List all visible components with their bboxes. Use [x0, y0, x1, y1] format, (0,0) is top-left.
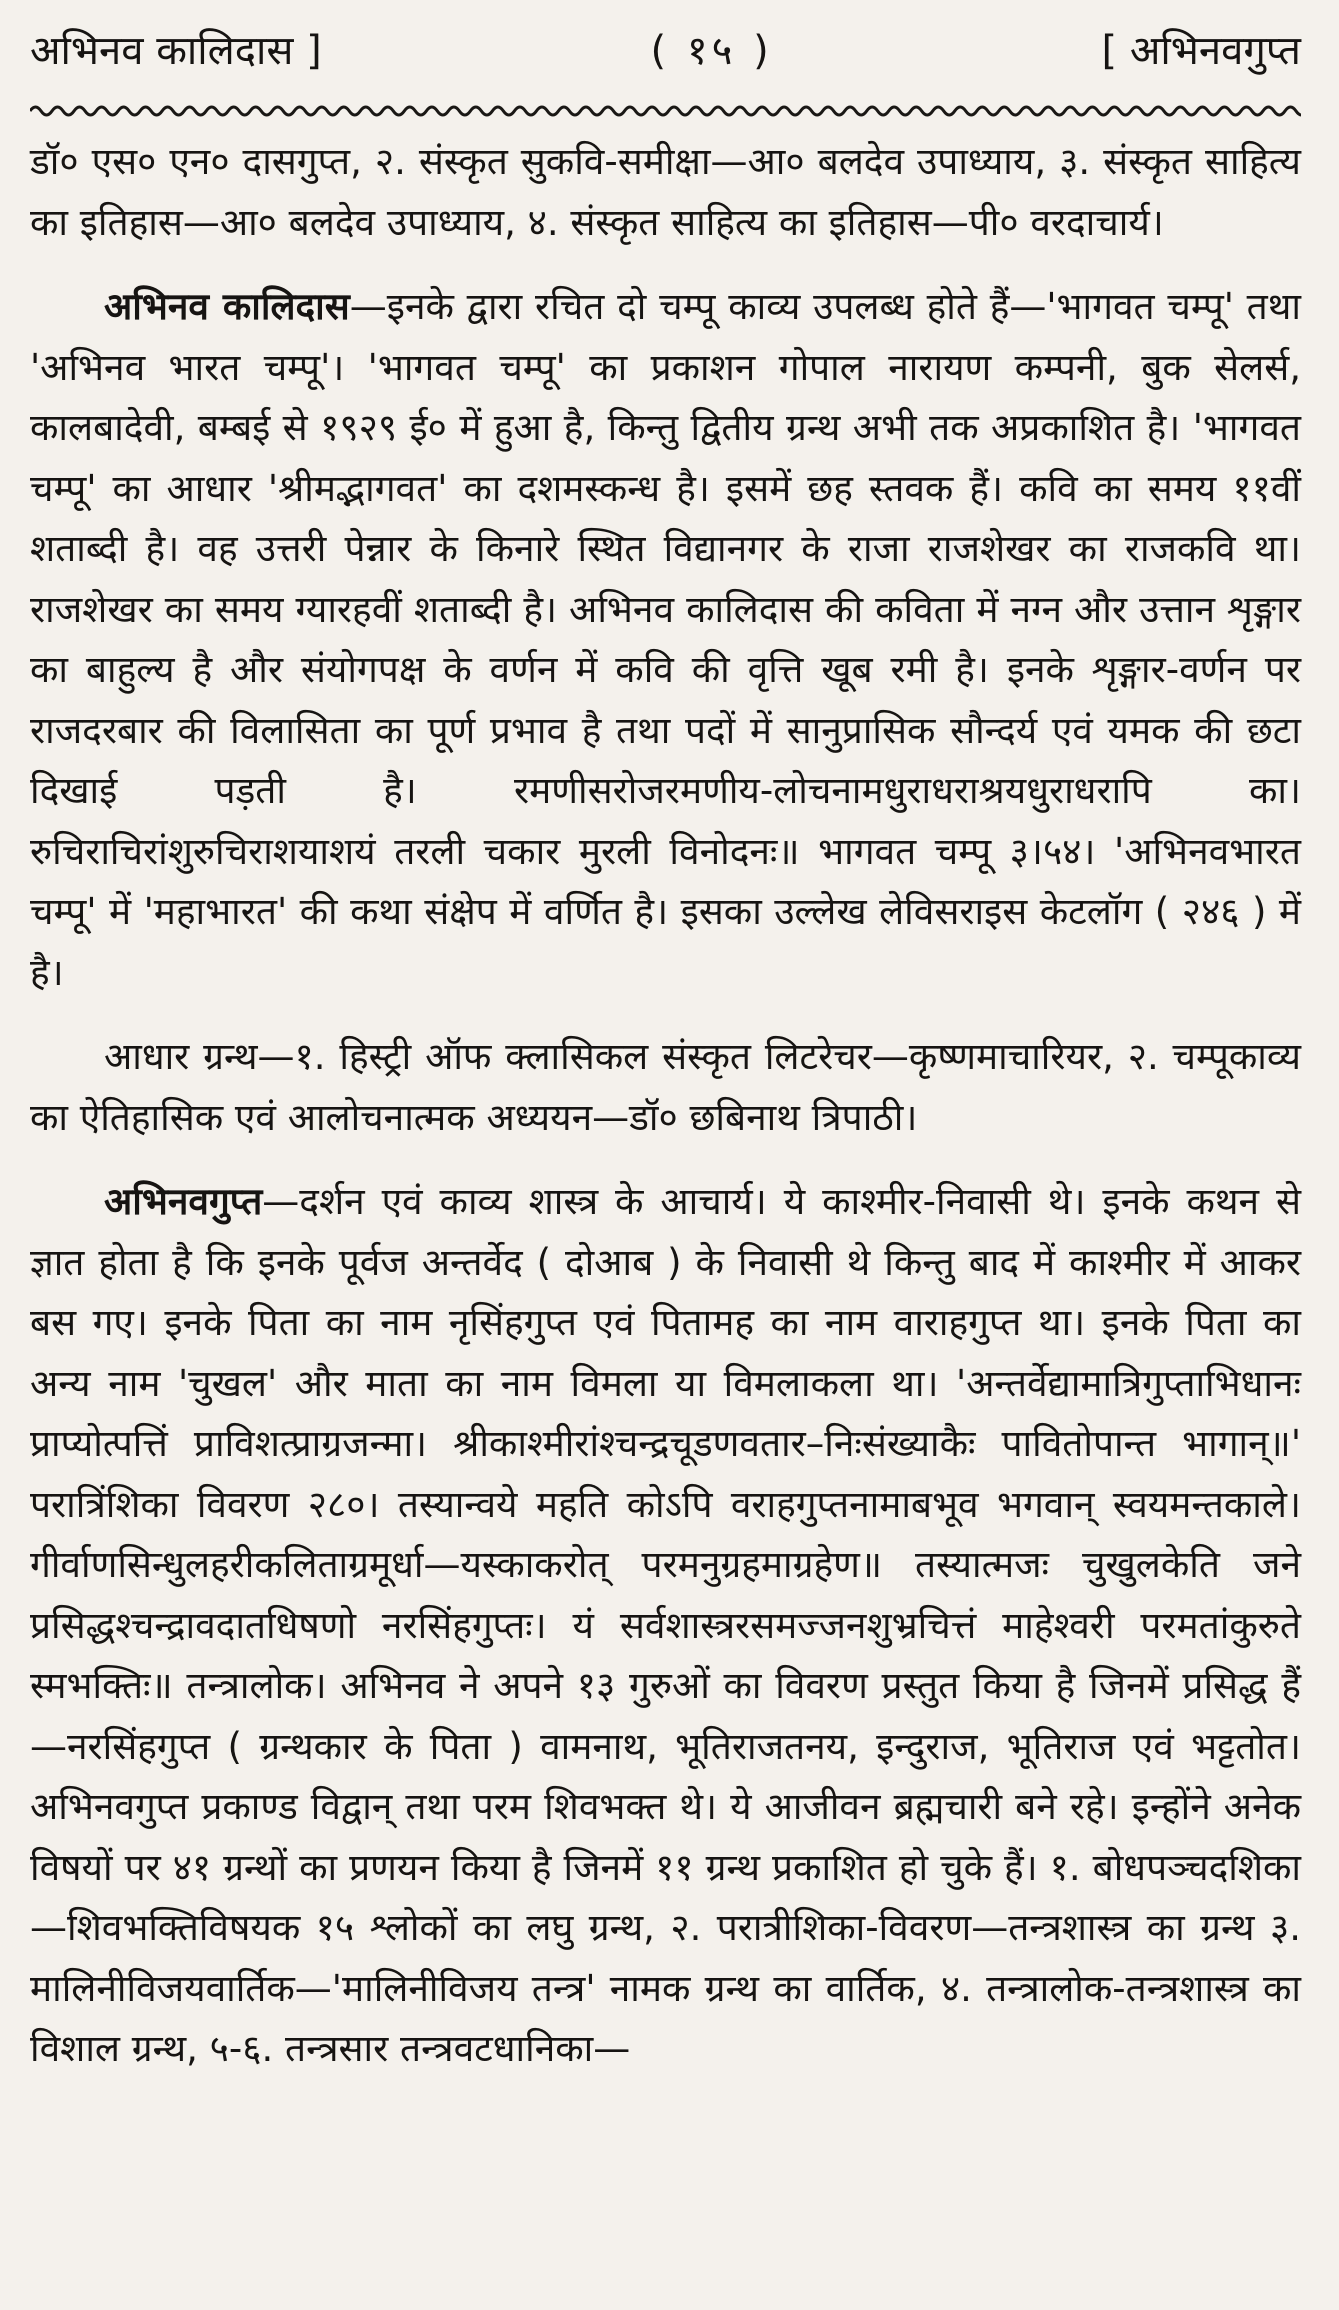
entry-title: अभिनव कालिदास [104, 285, 350, 328]
entry-text: —दर्शन एवं काव्य शास्त्र के आचार्य। ये काश्मीर-निवासी थे। इनके कथन से ज्ञात होता है कि इनके पूर्वज अन्तर्वेद ( दोआब ) के निवासी थे किन्तु बाद में काश्मीर में आकर बस गए। इनके पिता का नाम नृसिंहगुप्त एवं पितामह का नाम वाराहगुप्त था। इनके पिता का अन्य नाम 'चुखल' और माता का नाम विमला या विमलाकला था। 'अन्तर्वेद्यामात्रिगुप्ताभिधानः प्राप्योत्पत्तिं प्राविशत्प्राग्रजन्मा। श्रीकाश्मीरांश्चन्द्रचूडणवतार–निःसंख्याकैः पावितोपान्त भागान्॥' परात्रिंशिका विवरण २८०। तस्यान्वये महति कोऽपि वराहगुप्तनामाबभूव भगवान् स्वयमन्तकाले। गीर्वाणसिन्धुलहरीकलिताग्रमूर्धा—यस्काकरोत् परमनुग्रहमाग्रहेण॥ तस्यात्मजः चुखुलकेति जने प्रसिद्धश्चन्द्रावदातधिषणो नरसिंहगुप्तः। यं सर्वशास्त्ररसमज्जनशुभ्रचित्तं माहेश्वरी परमतांकुरुते स्मभक्तिः॥ तन्त्रालोक। अभिनव ने अपने १३ गुरुओं का विवरण प्रस्तुत किया है जिनमें प्रसिद्ध हैं—नरसिंहगुप्त ( ग्रन्थकार के पिता ) वामनाथ, भूतिराजतनय, इन्दुराज, भूतिराज एवं भट्टतोत। अभिनवगुप्त प्रकाण्ड विद्वान् तथा परम शिवभक्त थे। ये आजीवन ब्रह्मचारी बने रहे। इन्होंने अनेक विषयों पर ४१ ग्रन्थों का प्रणयन किया है जिनमें ११ ग्रन्थ प्रकाशित हो चुके हैं। १. बोधपञ्चदशिका—शिवभक्तिविषयक १५ श्लोकों का लघु ग्रन्थ, २. परात्रीशिका-विवरण—तन्त्रशास्त्र का ग्रन्थ ३. मालिनीविजयवार्तिक—'मालिनीविजय तन्त्र' नामक ग्रन्थ का वार्तिक, ४. तन्त्रालोक-तन्त्रशास्त्र का विशाल ग्रन्थ, ५-६. तन्त्रसार तन्त्रवटधानिका— [30, 1180, 1301, 2070]
page-body [30, 132, 1301, 2080]
entry-title: अभिनवगुप्त [104, 1180, 263, 1223]
paragraph-references-continued [30, 132, 1301, 253]
page-number: ( १५ ) [650, 27, 773, 74]
entry-abhinava-kalidasa [30, 277, 1301, 1003]
paragraph-text: आधार ग्रन्थ—१. हिस्ट्री ऑफ क्लासिकल संस्कृत लिटरेचर—कृष्णमाचारियर, २. चम्पूकाव्य का ऐतिहासिक एवं आलोचनात्मक अध्ययन—डॉ० छबिनाथ त्रिपाठी। [30, 1035, 1301, 1139]
running-title-left: अभिनव कालिदास ] [30, 27, 322, 74]
entry-abhinavagupta [30, 1172, 1301, 2080]
wavy-divider [30, 96, 1301, 126]
entry-text: —इनके द्वारा रचित दो चम्पू काव्य उपलब्ध होते हैं—'भागवत चम्पू' तथा 'अभिनव भारत चम्पू'। 'भागवत चम्पू' का प्रकाशन गोपाल नारायण कम्पनी, बुक सेलर्स, कालबादेवी, बम्बई से १९२९ ई० में हुआ है, किन्तु द्वितीय ग्रन्थ अभी तक अप्रकाशित है। 'भागवत चम्पू' का आधार 'श्रीमद्भागवत' का दशमस्कन्ध है। इसमें छह स्तवक हैं। कवि का समय ११वीं शताब्दी है। वह उत्तरी पेन्नार के किनारे स्थित विद्यानगर के राजा राजशेखर का राजकवि था। राजशेखर का समय ग्यारहवीं शताब्दी है। अभिनव कालिदास की कविता में नग्न और उत्तान शृङ्गार का बाहुल्य है और संयोगपक्ष के वर्णन में कवि की वृत्ति खूब रमी है। इनके शृङ्गार-वर्णन पर राजदरबार की विलासिता का पूर्ण प्रभाव है तथा पदों में सानुप्रासिक सौन्दर्य एवं यमक की छटा दिखाई पड़ती है। रमणीसरोजरमणीय-लोचनामधुराधराश्रयधुराधरापि का। रुचिराचिरांशुरुचिराशयाशयं तरली चकार मुरली विनोदनः॥ भागवत चम्पू ३।५४। 'अभिनवभारत चम्पू' में 'महाभारत' की कथा संक्षेप में वर्णित है। इसका उल्लेख लेविसराइस केटलॉग ( २४६ ) में है। [30, 285, 1301, 994]
running-title-right: [ अभिनवगुप्त [1101, 27, 1301, 74]
page-header [30, 0, 1301, 96]
paragraph-text: डॉ० एस० एन० दासगुप्त, २. संस्कृत सुकवि-समीक्षा—आ० बलदेव उपाध्याय, ३. संस्कृत साहित्य का इतिहास—आ० बलदेव उपाध्याय, ४. संस्कृत साहित्य का इतिहास—पी० वरदाचार्य। [30, 140, 1301, 244]
paragraph-source-books [30, 1027, 1301, 1148]
